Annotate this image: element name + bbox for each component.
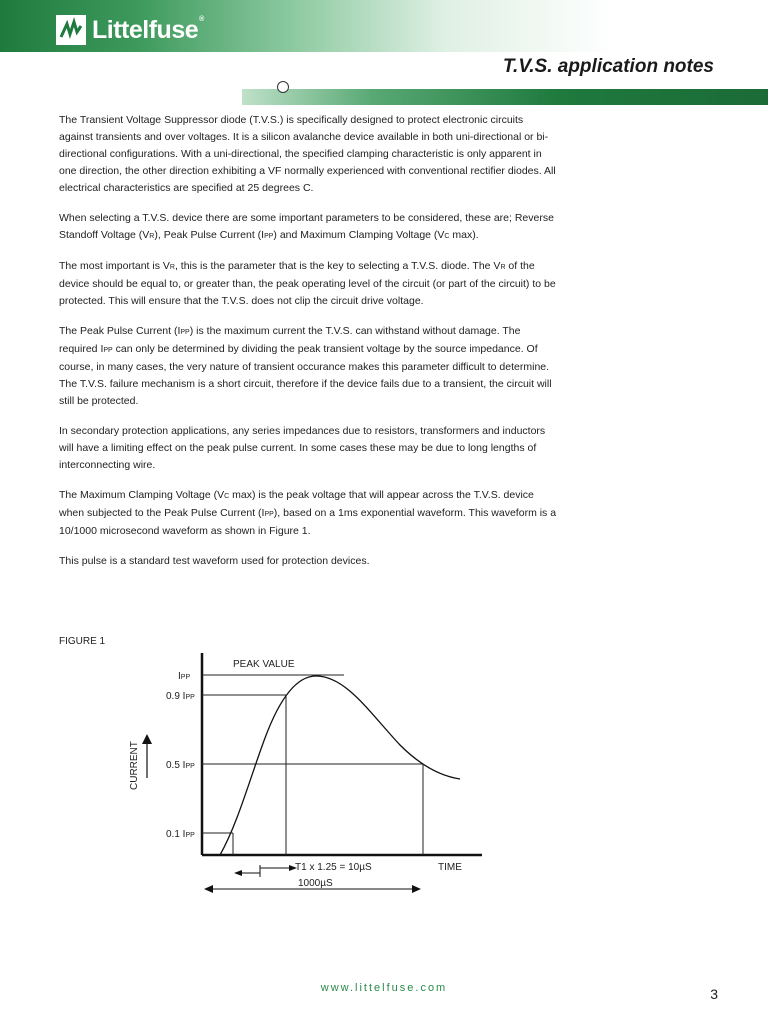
current-arrow-head xyxy=(142,734,152,744)
paragraph-clamping-voltage: The Maximum Clamping Voltage (VC max) is the peak voltage that will appear across the T.V.S. device when subjected to the Peak Pulse Current (IPP), based on a 1ms exponential waveform. This waveform is a 10/1000 microsecond waveform as shown in Figure 1. xyxy=(59,489,557,537)
littelfuse-logo xyxy=(56,14,204,46)
t1-label: T1 x 1.25 = 10µS xyxy=(295,862,372,873)
duration-arrow-head-left xyxy=(204,885,213,893)
figure-label: FIGURE 1 xyxy=(59,636,106,647)
waveform-diagram xyxy=(120,648,500,898)
littelfuse-logo-icon xyxy=(56,15,86,45)
paragraph-parameters: When selecting a T.V.S. device there are some important parameters to be considered, these are; Reverse Standoff Voltage (VR), Peak Pulse Current (IPP) and Maximum Clamping Voltage (VC max). xyxy=(59,212,554,241)
paragraph-standoff-voltage: The most important is VR, this is the parameter that is the key to selecting a T.V.S. diode. The VR of the device should be equal to, or greater than, the peak operating level of the circuit (or part of the circuit) to be protected. This will ensure that the T.V.S. does not clip the circuit drive voltage. xyxy=(59,260,556,307)
footer-url[interactable]: www.littelfuse.com xyxy=(320,982,448,994)
paragraph-secondary-protection: In secondary protection applications, any series impedances due to resistors, transformers and inductors will have a limiting effect on the peak pulse current. In some cases these may be due to long lengths of interconnecting wire. xyxy=(59,425,546,471)
paragraph-intro: The Transient Voltage Suppressor diode (T.V.S.) is specifically designed to protect electronic circuits against transients and over voltages. It is a silicon avalanche device available in both uni-directional or bi-directional configurations. With a uni-directional, the specified clamping characteristic is only apparent in one direction, the other direction exhibiting a VF normally experienced with conventional rectifier diodes. All electrical characteristics are specified at 25 degrees C. xyxy=(59,114,556,194)
page-number: 3 xyxy=(710,986,718,1002)
duration-label: 1000µS xyxy=(298,878,333,889)
paragraph-peak-pulse-current: The Peak Pulse Current (IPP) is the maximum current the T.V.S. can withstand without damage. The required IPP can only be determined by dividing the peak transient voltage by the source impedance. Of course, in many cases, the very nature of transient occurance makes this parameter difficult to determine. The T.V.S. failure mechanism is a short circuit, therefore if the device fails due to a transient, the circuit will still be protected. xyxy=(59,325,552,407)
document-title: T.V.S. application notes xyxy=(502,56,714,77)
time-label: TIME xyxy=(438,862,462,873)
y-axis-label: CURRENT xyxy=(129,741,140,790)
title-rule xyxy=(242,89,768,105)
y-label-ipp: IPP xyxy=(178,671,191,682)
y-label-0-1-ipp: 0.1 IPP xyxy=(166,829,195,840)
title-rule-circle xyxy=(277,81,289,93)
body-text xyxy=(59,112,559,583)
t1-arrow-head-left xyxy=(234,870,242,876)
paragraph-test-waveform: This pulse is a standard test waveform used for protection devices. xyxy=(59,555,370,567)
waveform-curve xyxy=(220,676,460,855)
brand-name: Littelfuse® xyxy=(92,15,204,44)
y-label-0-5-ipp: 0.5 IPP xyxy=(166,760,195,771)
duration-arrow-head-right xyxy=(412,885,421,893)
peak-value-label: PEAK VALUE xyxy=(233,659,295,670)
y-label-0-9-ipp: 0.9 IPP xyxy=(166,691,195,702)
